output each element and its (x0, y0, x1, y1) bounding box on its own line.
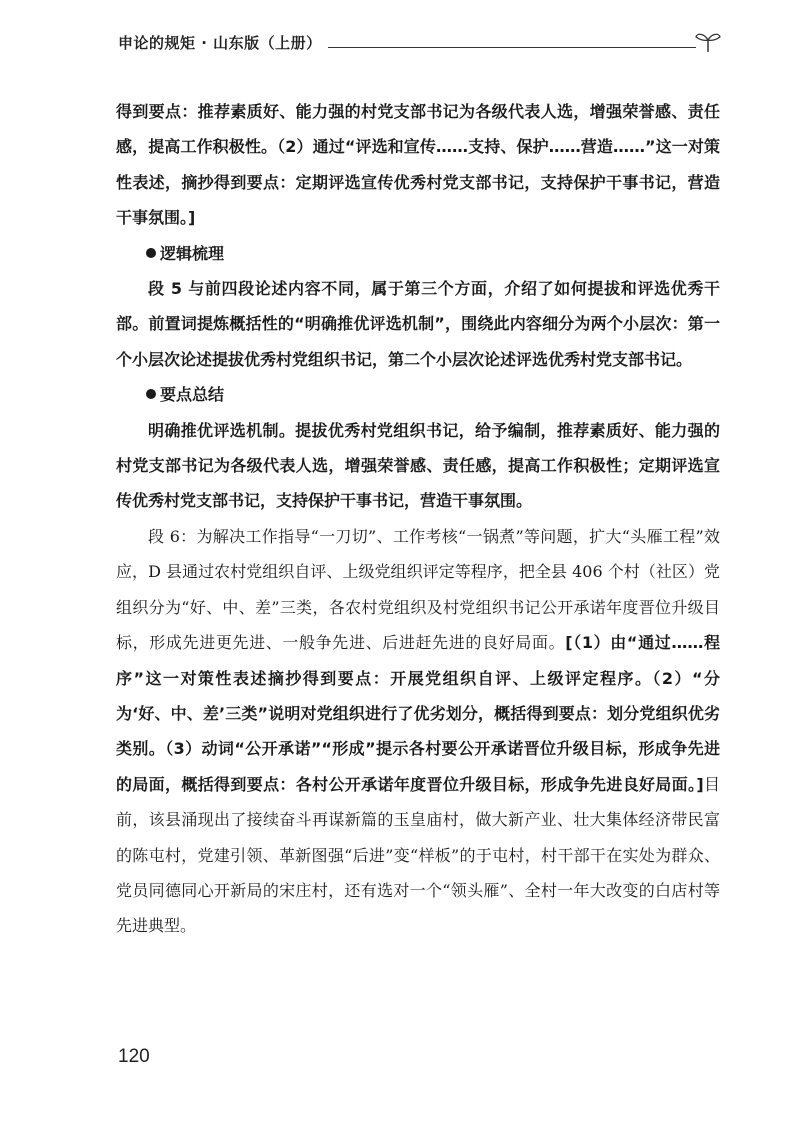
page-number: 120 (118, 1046, 150, 1067)
paragraph-continuation: 得到要点：推荐素质好、能力强的村党支部书记为各级代表人选，增强荣誉感、责任感，提高工作积极性。（2）通过“评选和宣传……支持、保护……营造……”这一对策性表述，摘抄得到要点：定期评选宣传优秀村党支部书记，支持保护干事书记，营造干事氛围。] (116, 102, 720, 228)
paragraph-6-source: 段 6：为解决工作指导“一刀切”、工作考核“一锅煮”等问题，扩大“头雁工程”效应，D 县通过农村党组织自评、上级党组织评定等程序，把全县 406 个村（社区）党组织分为“好、中、差”三类，各农村党组织及村党组织书记公开承诺年度晋位升级目标，形成先进更先进、一般争先进、后进赶先进的良好局面。 (116, 526, 720, 653)
paragraph-6-analysis: [（1）由“通过……程序”这一对策性表述摘抄得到要点：开展党组织自评、上级评定程序。（2）“分为‘好、中、差’三类”说明对党组织进行了优劣划分，概括得到要点：划分党组织优劣类别。（3）动词“公开承诺”“形成”提示各村要公开承诺晋位升级目标，形成争先进的局面，概括得到要点：各村公开承诺年度晋位升级目标，形成争先进良好局面。] (116, 633, 720, 794)
page-body (116, 94, 720, 944)
section-heading-label: 逻辑梳理 (160, 243, 225, 263)
section-heading-summary (116, 377, 720, 412)
section-heading-label: 要点总结 (160, 385, 225, 405)
paragraph-6 (116, 519, 720, 944)
paragraph-summary: 明确推优评选机制。提拔优秀村党组织书记，给予编制，推荐素质好、能力强的村党支部书记为各级代表人选，增强荣誉感、责任感，提高工作积极性；定期评选宣传优秀村党支部书记，支持保护干事书记，营造干事氛围。 (116, 420, 720, 511)
sprout-icon (694, 30, 722, 54)
bullet-icon (146, 389, 156, 399)
header-rule (328, 47, 696, 48)
paragraph-6-tail: 目前，该县涌现出了接续奋斗再谋新篇的玉皇庙村，做大新产业、壮大集体经济带民富的陈屯村，党建引领、革新图强“后进”变“样板”的于屯村，村干部干在实处为群众、党员同德同心开新局的宋庄村，还有选对一个“领头雁”、全村一年大改变的白店村等先进典型。 (116, 774, 720, 936)
bullet-icon (146, 248, 156, 258)
section-heading-logic (116, 236, 720, 271)
running-header (118, 30, 722, 56)
book-title: 申论的规矩 · 山东版（上册） (118, 34, 322, 52)
paragraph-logic: 段 5 与前四段论述内容不同，属于第三个方面，介绍了如何提拔和评选优秀干部。前置词提炼概括性的“明确推优评选机制”，围绕此内容细分为两个小层次：第一个小层次论述提拔优秀村党组织书记，第二个小层次论述评选优秀村党支部书记。 (116, 279, 720, 369)
